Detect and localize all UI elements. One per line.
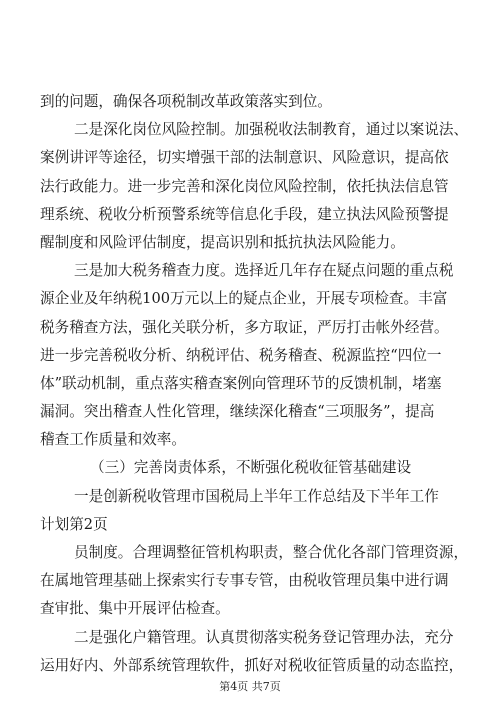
section-heading: （三）完善岗责体系，不断强化税收征管基础建设: [90, 459, 412, 477]
text-line: 税务稽查方法，强化关联分析，多方取证，严厉打击帐外经营。: [40, 318, 449, 336]
text-line: 到的问题，确保各项税制改革政策落实到位。: [40, 93, 332, 110]
text-line: 源企业及年纳税100万元以上的疑点企业，开展专项检查。丰富: [40, 290, 448, 308]
text-line: 理系统、税收分析预警系统等信息化手段，建立执法风险预警提: [40, 205, 449, 223]
text-line: 员制度。合理调整征管机构职责，整合优化各部门管理资源，: [74, 544, 469, 561]
text-line: 运用好内、外部系统管理软件，抓好对税收征管质量的动态监控，: [40, 656, 464, 674]
text-line: 体”联动机制，重点落实稽查案例向管理环节的反馈机制，堵塞: [40, 374, 442, 392]
text-line: 二是深化岗位风险控制。加强税收法制教育，通过以案说法、: [74, 121, 469, 139]
text-line: 进一步完善税收分析、纳税评估、税务稽查、税源监控“四位一: [40, 346, 442, 364]
text-line: 稽查工作质量和效率。: [40, 431, 186, 449]
page-number-footer: 第4页 共7页: [219, 680, 281, 693]
text-line: 查审批、集中开展评估检查。: [40, 600, 230, 618]
text-line: 二是强化户籍管理。认真贯彻落实税务登记管理办法，充分: [74, 628, 454, 646]
text-line: 一是创新税收管理市国税局上半年工作总结及下半年工作: [74, 487, 439, 505]
text-line: 漏洞。突出稽查人性化管理，继续深化稽查“三项服务”，提高: [40, 403, 435, 421]
text-line: 醒制度和风险评估制度，提高识别和抵抗执法风险能力。: [40, 233, 405, 251]
document-body: [40, 88, 469, 680]
text-line: 三是加大税务稽查力度。选择近几年存在疑点问题的重点税: [74, 262, 454, 280]
text-line: 计划第2页: [40, 515, 108, 533]
text-line: 法行政能力。进一步完善和深化岗位风险控制，依托执法信息管: [40, 177, 449, 195]
text-line: 案例讲评等途径，切实增强干部的法制意识、风险意识，提高依: [40, 149, 449, 167]
text-line: 在属地管理基础上探索实行专事专管，由税收管理员集中进行调: [40, 572, 449, 590]
